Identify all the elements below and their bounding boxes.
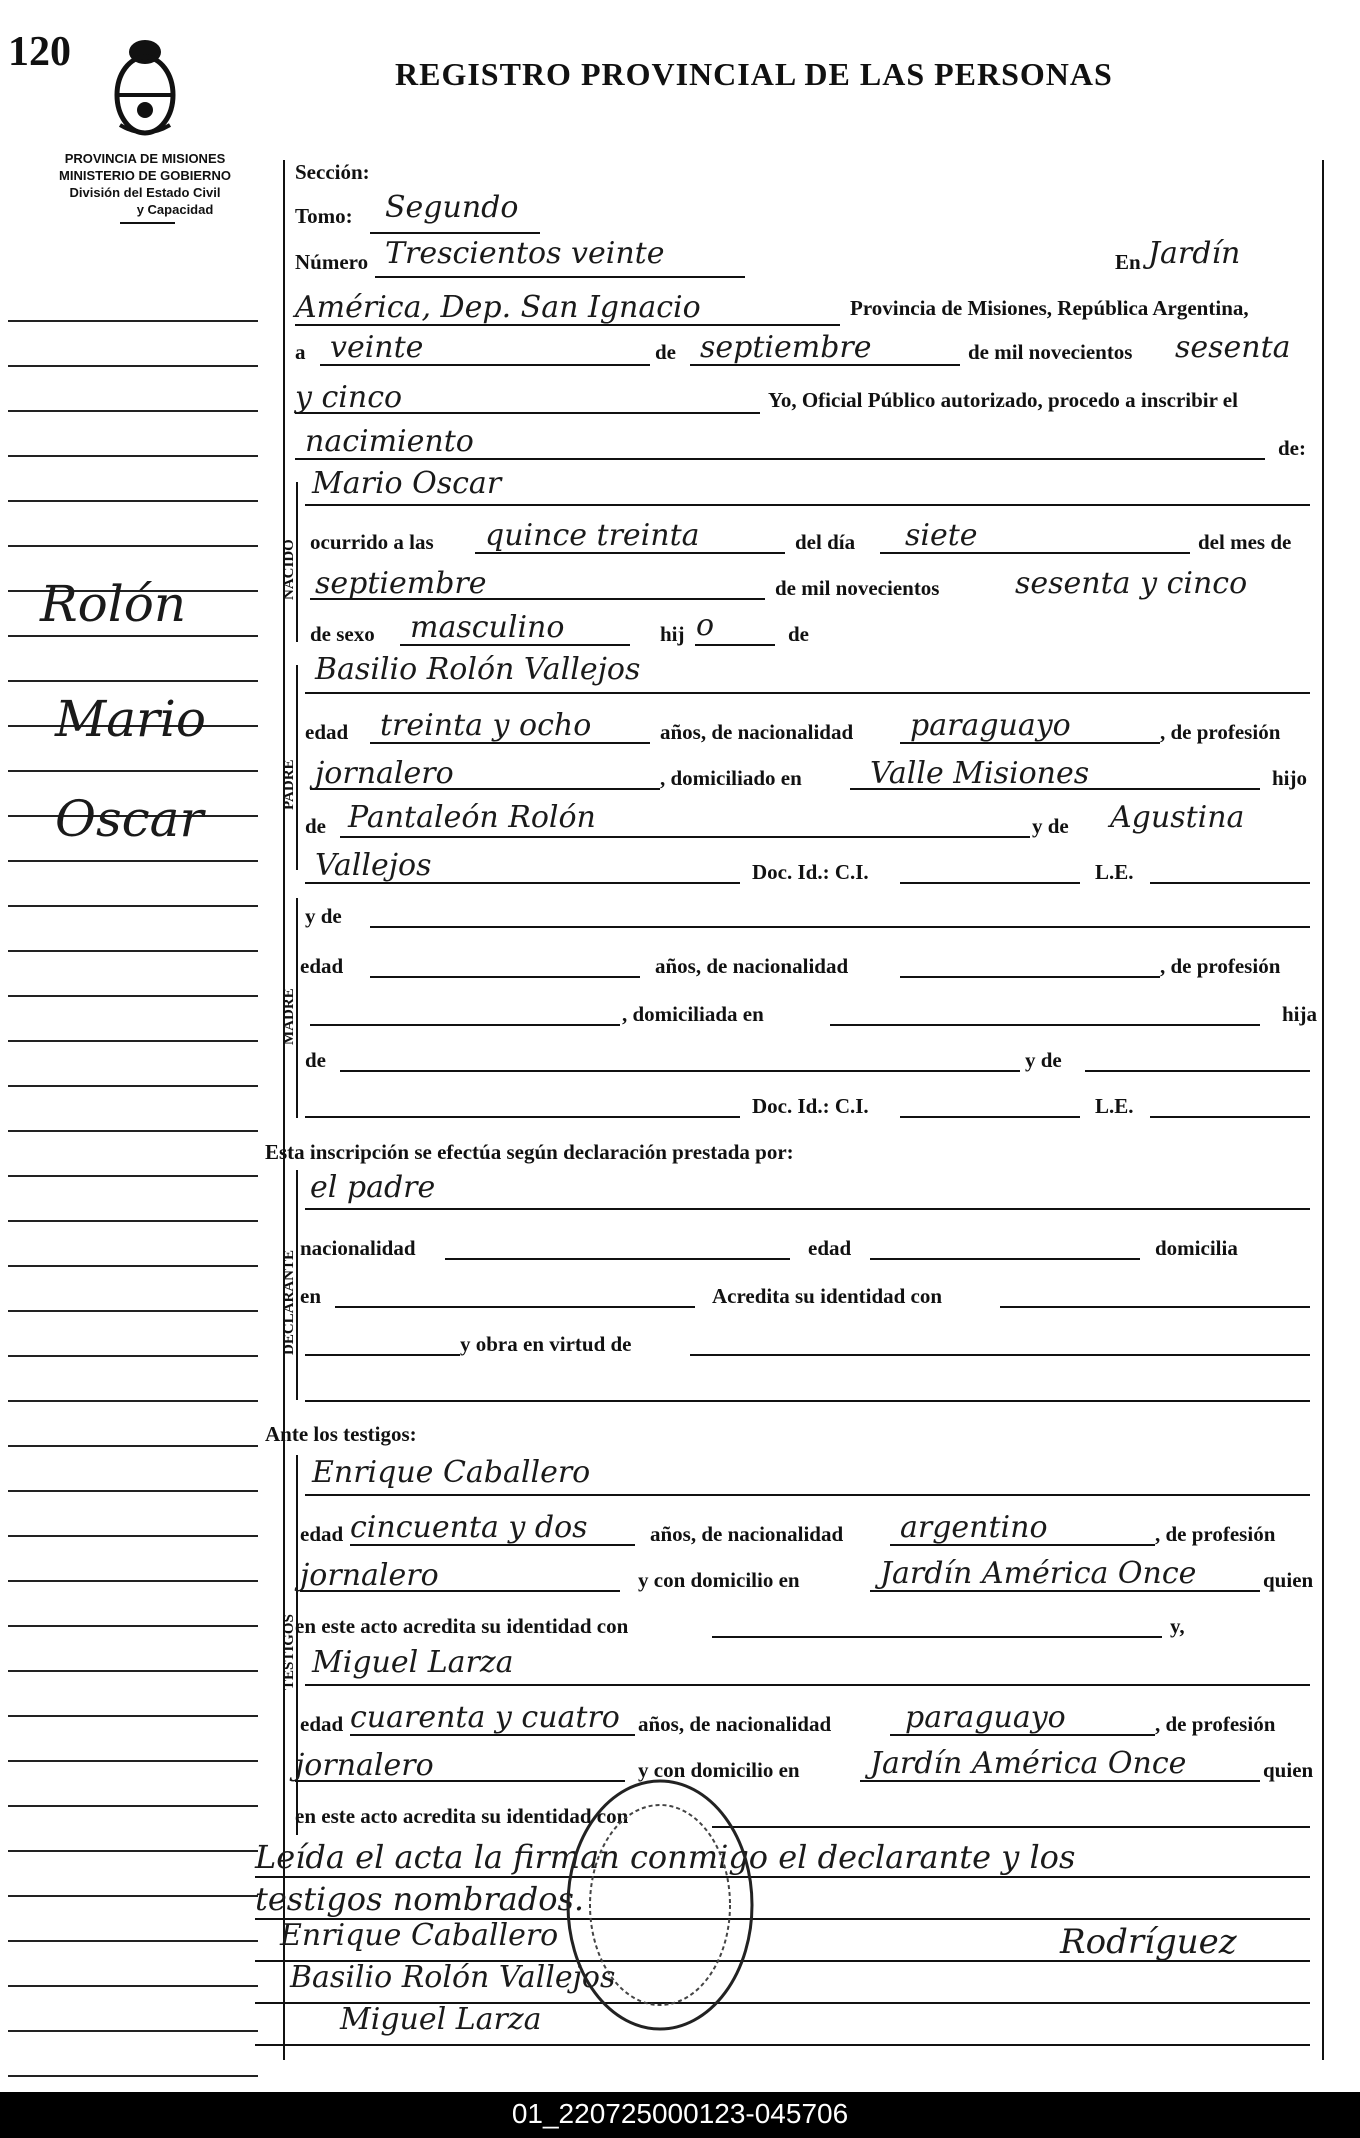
signature-testigo1: Enrique Caballero: [280, 1918, 559, 1953]
value-padre-prof: jornalero: [315, 756, 454, 791]
signature-official: Rodríguez: [1060, 1922, 1237, 1962]
value-t2-dom: Jardín América Once: [870, 1746, 1187, 1781]
label-anos-nac-t2: años, de nacionalidad: [638, 1712, 832, 1736]
value-t2-nac: paraguayo: [905, 1700, 1066, 1735]
value-anio-1: sesenta: [1175, 330, 1291, 365]
label-del-dia: del día: [795, 530, 856, 554]
label-ante-testigos: Ante los testigos:: [265, 1422, 417, 1446]
value-padre-nac: paraguayo: [910, 708, 1071, 743]
label-anos-nac-madre: años, de nacionalidad: [655, 954, 849, 978]
label-de-profesion-madre: , de profesión: [1160, 954, 1281, 978]
value-testigo1: Enrique Caballero: [312, 1455, 591, 1490]
margin-note-surname: Rolón: [40, 575, 187, 633]
signature-testigo2: Miguel Larza: [340, 2002, 542, 2037]
value-t1-nac: argentino: [900, 1510, 1048, 1545]
label-tomo: Tomo:: [295, 204, 353, 228]
value-testigo2: Miguel Larza: [312, 1645, 514, 1680]
label-a: a: [295, 340, 306, 364]
label-edad-t1: edad: [300, 1522, 344, 1546]
value-mes: septiembre: [700, 330, 872, 365]
signature-padre: Basilio Rolón Vallejos: [290, 1960, 616, 1995]
section-label-madre: MADRE: [281, 988, 297, 1045]
label-de-profesion-t1: , de profesión: [1155, 1522, 1276, 1546]
label-domiciliado-en: , domiciliado en: [660, 766, 802, 790]
label-edad-declarante: edad: [808, 1236, 852, 1260]
value-tomo: Segundo: [385, 190, 519, 225]
label-de3: de: [305, 814, 326, 838]
margin-note-name2: Oscar: [55, 790, 204, 848]
value-lugar: América, Dep. San Ignacio: [295, 290, 701, 325]
label-y-de2: y de: [305, 904, 342, 928]
label-de-profesion-t2: , de profesión: [1155, 1712, 1276, 1736]
value-nacido-nombre: Mario Oscar: [312, 466, 502, 501]
value-acto: nacimiento: [305, 424, 474, 459]
label-de-madre: de: [305, 1048, 326, 1072]
closing-line-2: testigos nombrados.: [255, 1880, 585, 1918]
label-de2: de: [788, 622, 809, 646]
value-t2-edad: cuarenta y cuatro: [350, 1700, 620, 1735]
value-hora: quince treinta: [485, 518, 700, 553]
margin-note-name1: Mario: [55, 690, 207, 748]
label-de-mil-nov: de mil novecientos: [775, 576, 940, 600]
value-sexo: masculino: [410, 610, 565, 645]
registry-title: REGISTRO PROVINCIAL DE LAS PERSONAS: [395, 56, 1113, 92]
label-edad-t2: edad: [300, 1712, 344, 1736]
label-en-declarante: en: [300, 1284, 321, 1308]
label-y-comma: y,: [1170, 1614, 1185, 1638]
value-anio-nac: sesenta y cinco: [1015, 566, 1248, 601]
value-numero: Trescientos veinte: [385, 236, 665, 271]
label-de: de: [655, 340, 676, 364]
value-padre-edad: treinta y ocho: [380, 708, 592, 743]
value-hij-suffix: o: [696, 608, 715, 643]
page-number: 120: [8, 29, 71, 75]
label-y-con-domicilio-t1: y con domicilio en: [638, 1568, 800, 1592]
label-edad: edad: [305, 720, 349, 744]
label-de-profesion: , de profesión: [1160, 720, 1281, 744]
label-esta-inscripcion: Esta inscripción se efectúa según declaración prestada por:: [265, 1140, 794, 1164]
value-dia-nac: siete: [905, 518, 978, 553]
value-t1-dom: Jardín América Once: [880, 1556, 1197, 1591]
label-ocurrido: ocurrido a las: [310, 530, 434, 554]
value-t1-prof: jornalero: [300, 1558, 439, 1593]
value-abuela-1: Agustina: [1110, 800, 1245, 835]
agency-line4: y Capacidad: [136, 202, 214, 217]
label-de-sexo: de sexo: [310, 622, 375, 646]
label-y-de: y de: [1032, 814, 1069, 838]
official-seal-stamp: [560, 1775, 760, 2035]
value-anio-2: y cinco: [295, 380, 403, 415]
agency-line3: División del Estado Civil: [69, 185, 221, 200]
label-y-con-domicilio-t2: y con domicilio en: [638, 1758, 800, 1782]
label-en-este-acto-t1: en este acto acredita su identidad con: [295, 1614, 629, 1638]
agency-block: [20, 150, 270, 224]
label-doc-id-madre: Doc. Id.: C.I.: [752, 1094, 869, 1118]
value-t2-prof: jornalero: [295, 1748, 434, 1783]
label-yo-oficial: Yo, Oficial Público autorizado, procedo a inscribir el: [768, 388, 1238, 412]
label-doc-id: Doc. Id.: C.I.: [752, 860, 869, 884]
section-label-nacido: NACIDO: [281, 539, 297, 600]
label-domiciliada-en: , domiciliada en: [622, 1002, 764, 1026]
label-anos-nac-t1: años, de nacionalidad: [650, 1522, 844, 1546]
value-dia: veinte: [330, 330, 424, 365]
footer-id: 01_220725000123-045706: [511, 2098, 849, 2129]
label-anos-nac: años, de nacionalidad: [660, 720, 854, 744]
label-nacionalidad: nacionalidad: [300, 1236, 416, 1260]
label-numero: Número: [295, 250, 369, 274]
value-padre-nombre: Basilio Rolón Vallejos: [315, 652, 641, 687]
value-abuelo: Pantaleón Rolón: [348, 800, 596, 835]
label-mil-novecientos: de mil novecientos: [968, 340, 1133, 364]
label-hijo: hijo: [1272, 766, 1308, 790]
label-quien-t1: quien: [1263, 1568, 1314, 1592]
agency-line2: MINISTERIO DE GOBIERNO: [59, 168, 231, 183]
value-declarante: el padre: [310, 1170, 436, 1205]
label-hija: hija: [1282, 1002, 1318, 1026]
label-y-de-madre: y de: [1025, 1048, 1062, 1072]
label-le-madre: L.E.: [1095, 1094, 1134, 1118]
value-t1-edad: cincuenta y dos: [350, 1510, 588, 1545]
label-y-obra: y obra en virtud de: [460, 1332, 632, 1356]
section-label-declarante: DECLARANTE: [281, 1249, 297, 1355]
label-de-colon: de:: [1278, 436, 1306, 460]
form-right-border: [1322, 160, 1324, 2060]
agency-line1: PROVINCIA DE MISIONES: [64, 151, 226, 166]
section-label-testigos: TESTIGOS: [281, 1614, 297, 1690]
label-en-este-acto-t2: en este acto acredita su identidad con: [295, 1804, 629, 1828]
label-en: En: [1115, 250, 1141, 274]
value-abuela-2: Vallejos: [315, 848, 432, 883]
value-en: Jardín: [1148, 236, 1241, 271]
value-mes-nac: septiembre: [315, 566, 487, 601]
section-label-padre: PADRE: [281, 759, 297, 810]
label-acredita: Acredita su identidad con: [712, 1284, 943, 1308]
label-domicilia: domicilia: [1155, 1236, 1238, 1260]
label-seccion: Sección:: [295, 160, 370, 184]
label-le: L.E.: [1095, 860, 1134, 884]
value-padre-dom: Valle Misiones: [870, 756, 1090, 791]
label-del-mes-de: del mes de: [1198, 530, 1292, 554]
label-edad-madre: edad: [300, 954, 344, 978]
form-left-border: [283, 160, 285, 2060]
label-provincia: Provincia de Misiones, República Argentina,: [850, 296, 1249, 320]
closing-line-1: Leída el acta la firman conmigo el declarante y los: [255, 1838, 1076, 1876]
label-hij: hij: [660, 622, 685, 646]
coat-of-arms-icon: [110, 30, 180, 140]
label-quien-t2: quien: [1263, 1758, 1314, 1782]
